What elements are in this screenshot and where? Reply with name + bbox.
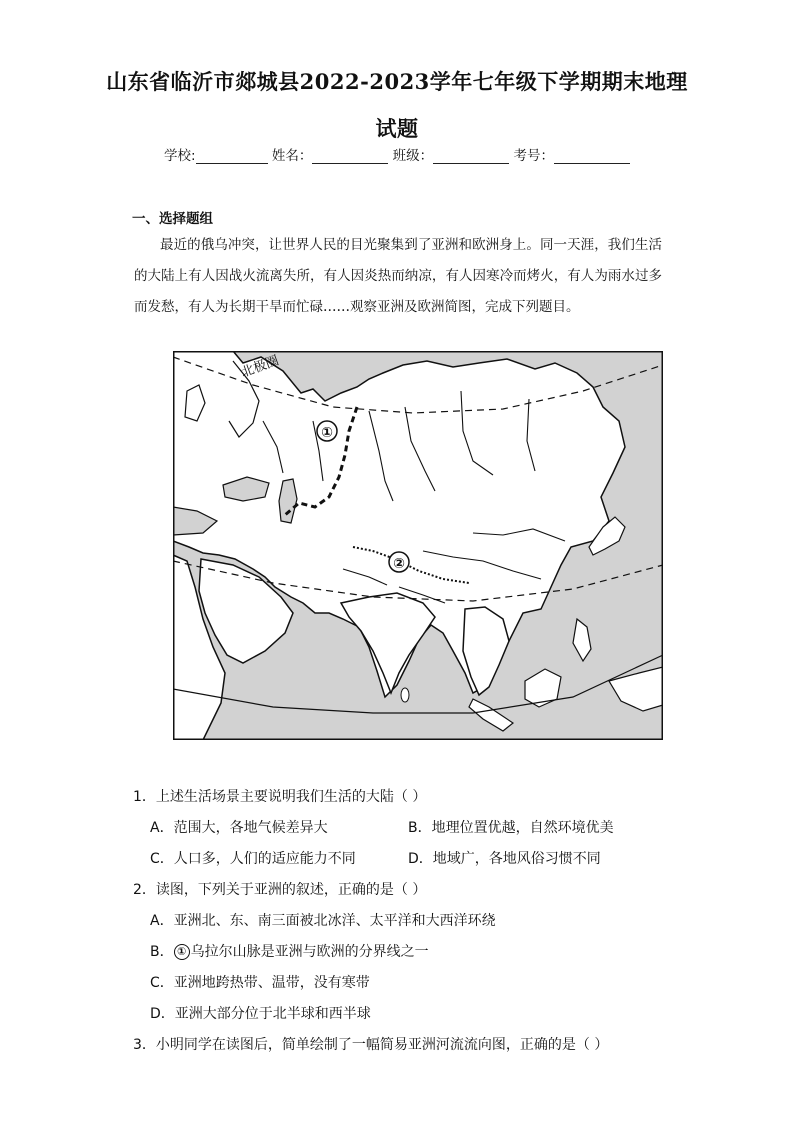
student-info-row <box>0 144 794 164</box>
question-2-option-a[interactable]: A．亚洲北、东、南三面被北冰洋、太平洋和大西洋环绕 <box>150 913 496 929</box>
question-1-option-c[interactable]: C．人口多，人们的适应能力不同 <box>150 851 356 867</box>
marker-1-label: ① <box>321 425 333 441</box>
question-1 <box>133 786 426 806</box>
question-2-option-d[interactable]: D．亚洲大部分位于北半球和西半球 <box>150 1006 371 1022</box>
section-heading: 一、选择题组 <box>132 211 213 227</box>
question-2-number: 2． <box>133 882 156 898</box>
question-3 <box>133 1034 608 1054</box>
reading-passage: 最近的俄乌冲突，让世界人民的目光聚集到了亚洲和欧洲身上。同一天涯，我们生活的大陆上有人因战火流离失所，有人因炎热而纳凉，有人因寒冷而烤火，有人为雨水过多而发愁，有人为长期干旱而忙碌……观察亚洲及欧洲简图，完成下列题目。 <box>134 237 662 315</box>
exam-title-line2: 试题 <box>375 116 419 141</box>
school-label: 学校: <box>164 148 196 164</box>
question-2-option-b-prefix: B． <box>150 944 174 960</box>
question-1-option-d[interactable]: D．地域广，各地风俗习惯不同 <box>408 851 601 867</box>
marker-2-label: ② <box>393 556 405 572</box>
class-label: 班级： <box>392 148 434 164</box>
question-2-option-b-marker: ① <box>174 944 190 960</box>
marker-1 <box>317 421 337 441</box>
exam-number-label: 考号： <box>513 148 554 164</box>
school-blank[interactable] <box>196 148 268 164</box>
exam-number-blank[interactable] <box>554 148 630 164</box>
exam-title-line1: 山东省临沂市郯城县2022-2023学年七年级下学期期末地理 <box>106 69 688 94</box>
question-2-option-b[interactable] <box>150 941 429 961</box>
question-1-stem: 上述生活场景主要说明我们生活的大陆（ ） <box>155 789 427 805</box>
name-label: 姓名： <box>271 148 313 164</box>
name-blank[interactable] <box>312 148 388 164</box>
question-2 <box>133 879 426 899</box>
question-1-option-a[interactable]: A．范围大，各地气候差异大 <box>150 820 328 836</box>
question-2-stem: 读图，下列关于亚洲的叙述，正确的是（ ） <box>155 882 427 898</box>
question-1-number: 1． <box>133 789 156 805</box>
class-blank[interactable] <box>433 148 509 164</box>
question-3-stem: 小明同学在读图后，简单绘制了一幅简易亚洲河流流向图，正确的是（ ） <box>155 1037 609 1053</box>
arctic-circle-label: 北极圈 <box>239 353 282 381</box>
asia-europe-map <box>173 351 663 740</box>
question-2-option-b-text: 乌拉尔山脉是亚洲与欧洲的分界线之一 <box>190 944 429 960</box>
sri-lanka <box>401 688 409 702</box>
question-2-option-c[interactable]: C．亚洲地跨热带、温带，没有寒带 <box>150 975 370 991</box>
question-3-number: 3． <box>133 1037 156 1053</box>
marker-2 <box>389 552 409 572</box>
question-1-option-b[interactable]: B．地理位置优越，自然环境优美 <box>408 820 614 836</box>
